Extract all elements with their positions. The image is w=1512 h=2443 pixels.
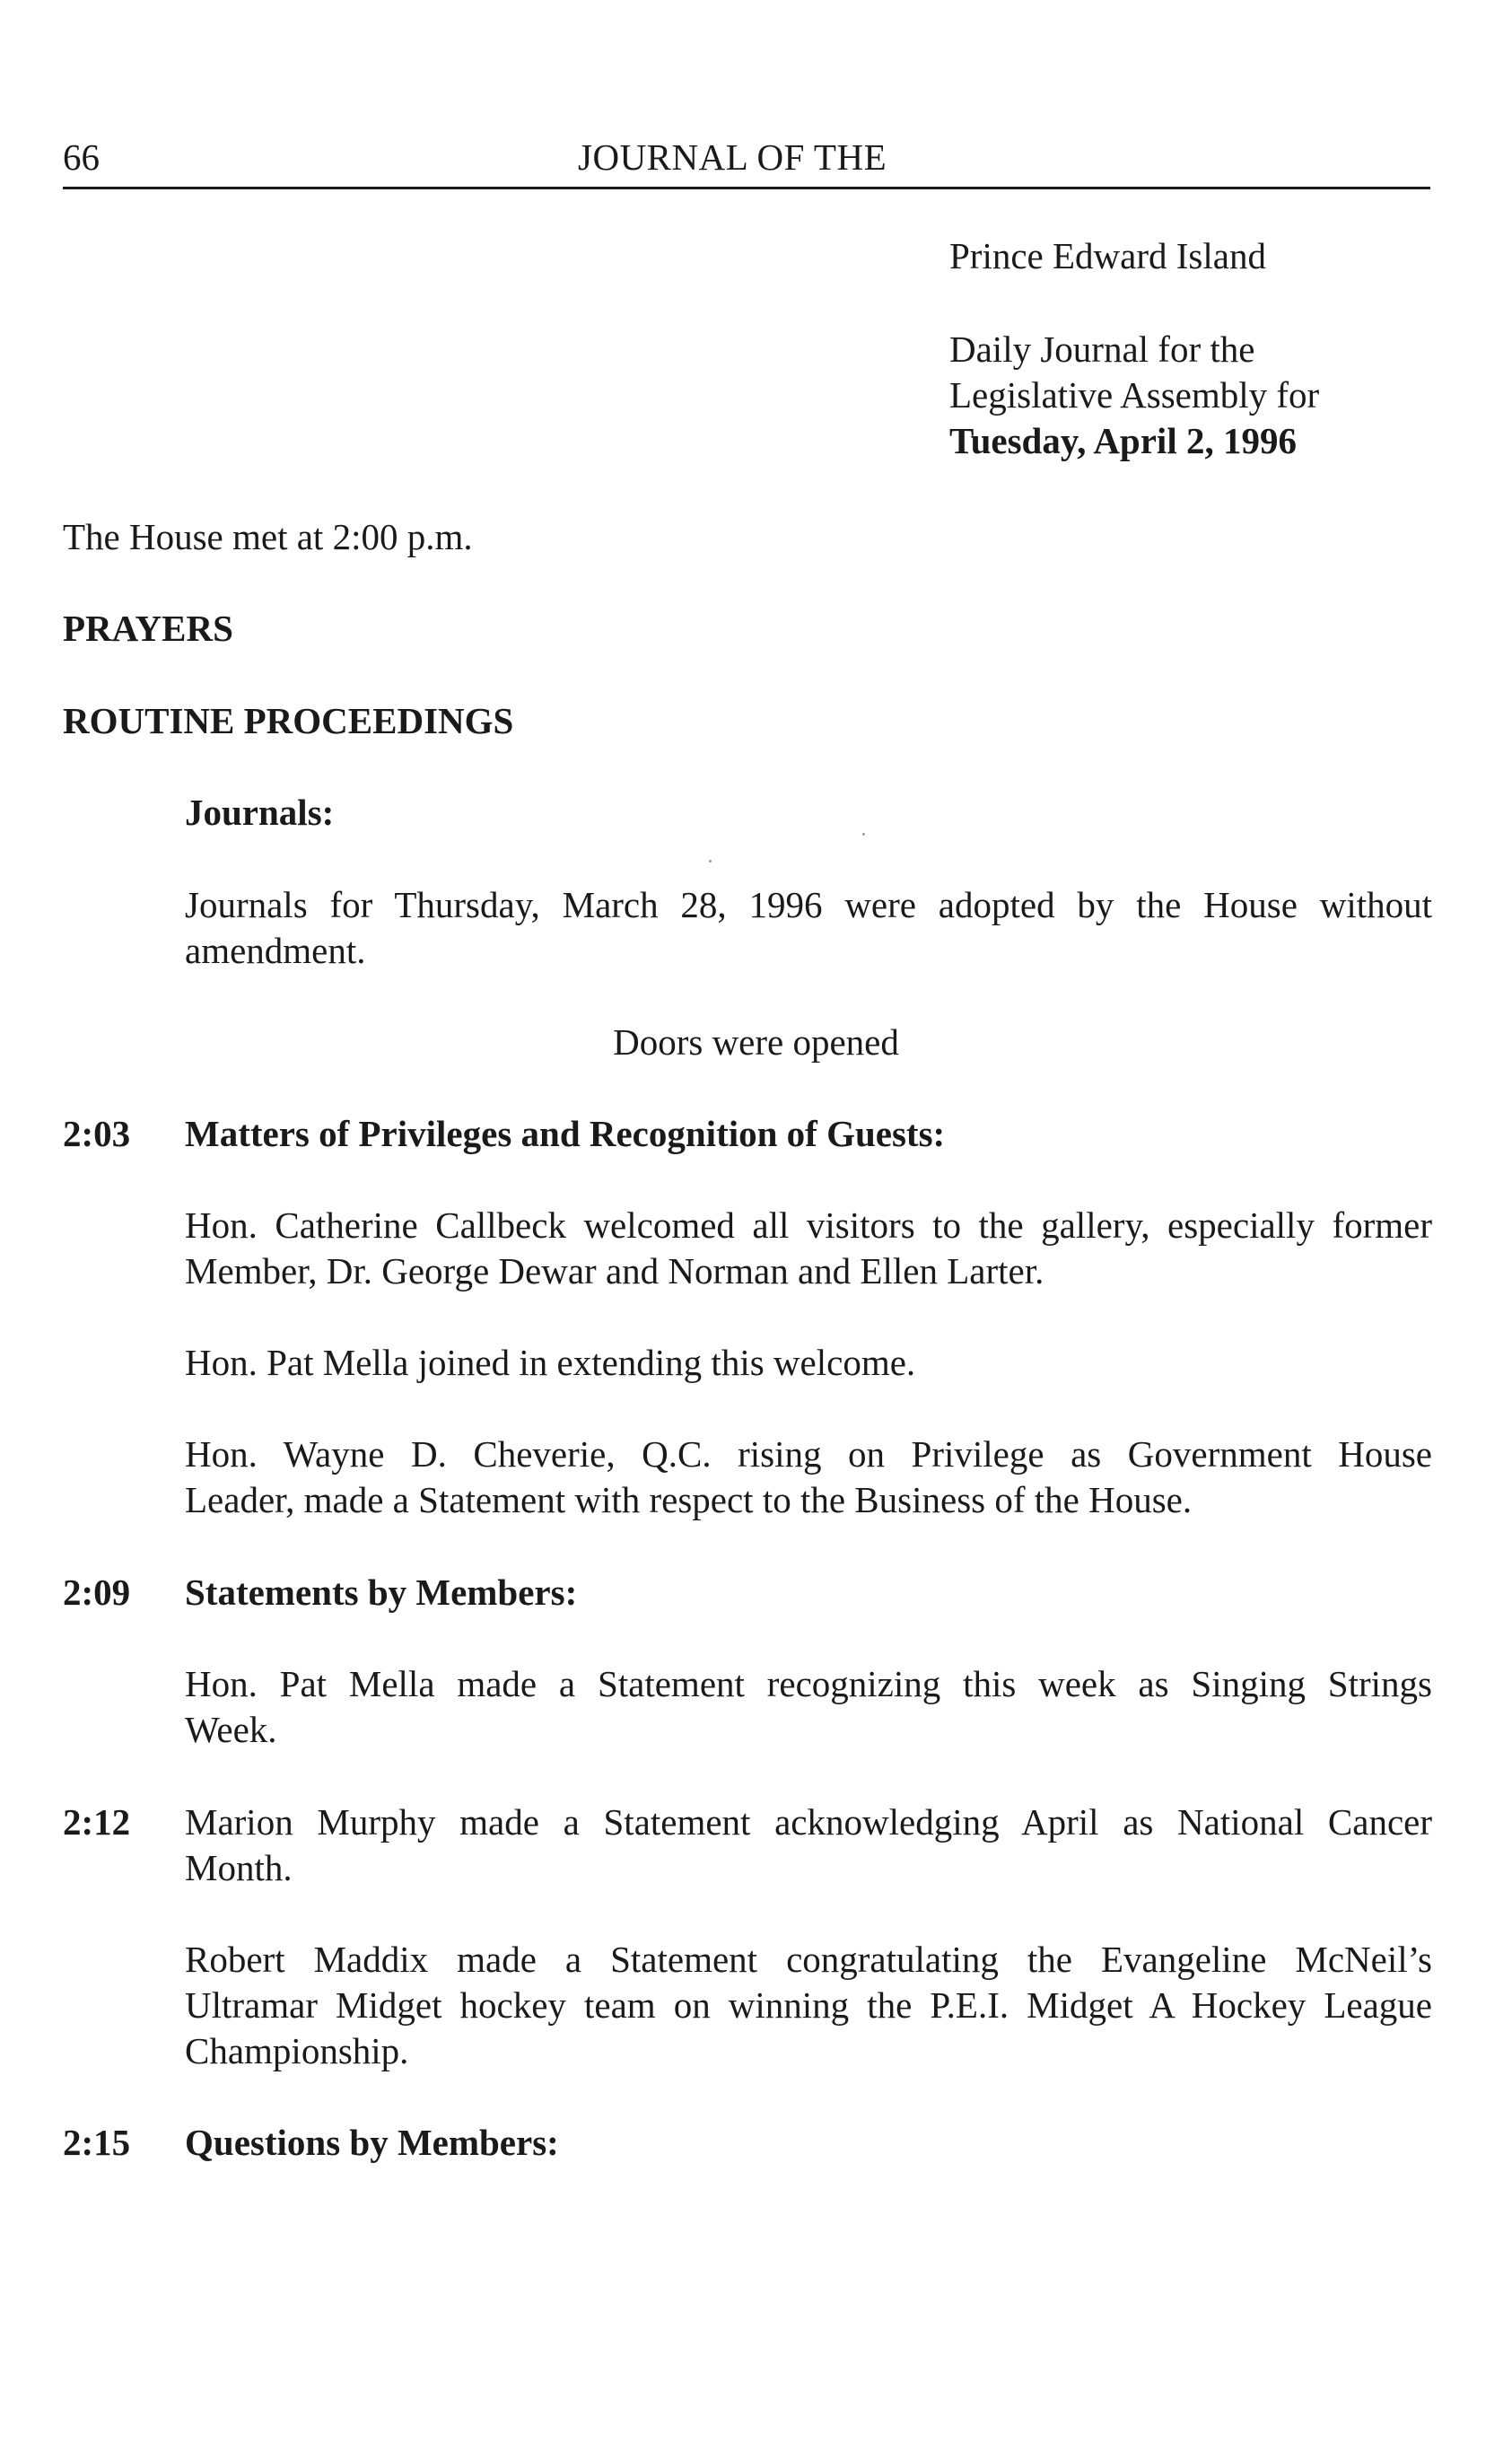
- proceeding-paragraph: [185, 1432, 1432, 1523]
- province-name: Prince Edward Island: [949, 235, 1266, 276]
- paragraph-line: Hon. Pat Mella joined in extending this welcome.: [185, 1342, 916, 1383]
- proceeding-paragraph: [185, 1340, 1432, 1386]
- paragraph-line: Member, Dr. George Dewar and Norman and Ellen Larter.: [185, 1250, 1044, 1292]
- header-rule: [63, 187, 1430, 189]
- paragraph-line: Journals for Thursday, March 28, 1996 were adopted by the House without: [185, 884, 1432, 925]
- proceeding-paragraph: [185, 1799, 1432, 1891]
- journal-title-line-2: Legislative Assembly for: [949, 374, 1320, 416]
- scan-speck: [862, 833, 865, 836]
- scan-speck: [709, 860, 712, 862]
- doors-opened-note: Doors were opened: [613, 1021, 899, 1063]
- time-stamp: 2:09: [63, 1572, 131, 1613]
- paragraph-line: Championship.: [185, 2030, 409, 2071]
- time-stamp: 2:12: [63, 1801, 131, 1843]
- proceeding-paragraph: [185, 1937, 1432, 2074]
- paragraph-line: amendment.: [185, 930, 366, 971]
- title-gap: [949, 279, 1416, 327]
- section-heading: Questions by Members:: [185, 2122, 559, 2163]
- journals-heading: Journals:: [185, 792, 335, 833]
- house-met-statement: The House met at 2:00 p.m.: [63, 516, 473, 557]
- paragraph-line: Week.: [185, 1709, 277, 1750]
- paragraph-line: Robert Maddix made a Statement congratulating the Evangeline McNeil’s: [185, 1939, 1432, 1980]
- proceeding-paragraph: [185, 1203, 1432, 1294]
- paragraph-line: Hon. Pat Mella made a Statement recognizing this week as Singing Strings: [185, 1663, 1432, 1704]
- proceeding-paragraph: [185, 1661, 1432, 1753]
- page-number: 66: [63, 136, 100, 178]
- section-heading: Matters of Privileges and Recognition of Guests:: [185, 1113, 946, 1154]
- routine-proceedings-heading: ROUTINE PROCEEDINGS: [63, 700, 514, 741]
- section-heading: Statements by Members:: [185, 1572, 578, 1613]
- paragraph-line: Ultramar Midget hockey team on winning the P.E.I. Midget A Hockey League: [185, 1984, 1432, 2026]
- paragraph-line: Hon. Wayne D. Cheverie, Q.C. rising on Privilege as Government House: [185, 1433, 1432, 1475]
- time-stamp: 2:03: [63, 1113, 131, 1154]
- journals-paragraph: [185, 882, 1432, 974]
- running-title: JOURNAL OF THE: [578, 136, 887, 178]
- sitting-date: Tuesday, April 2, 1996: [949, 420, 1297, 461]
- journal-title-line-1: Daily Journal for the: [949, 328, 1255, 370]
- prayers-heading: PRAYERS: [63, 608, 233, 649]
- paragraph-line: Marion Murphy made a Statement acknowledging April as National Cancer: [185, 1801, 1432, 1843]
- paragraph-line: Month.: [185, 1847, 293, 1888]
- time-stamp: 2:15: [63, 2122, 131, 2163]
- paragraph-line: Leader, made a Statement with respect to the Business of the House.: [185, 1479, 1193, 1520]
- paragraph-line: Hon. Catherine Callbeck welcomed all visitors to the gallery, especially former: [185, 1204, 1432, 1246]
- title-block: [949, 233, 1416, 464]
